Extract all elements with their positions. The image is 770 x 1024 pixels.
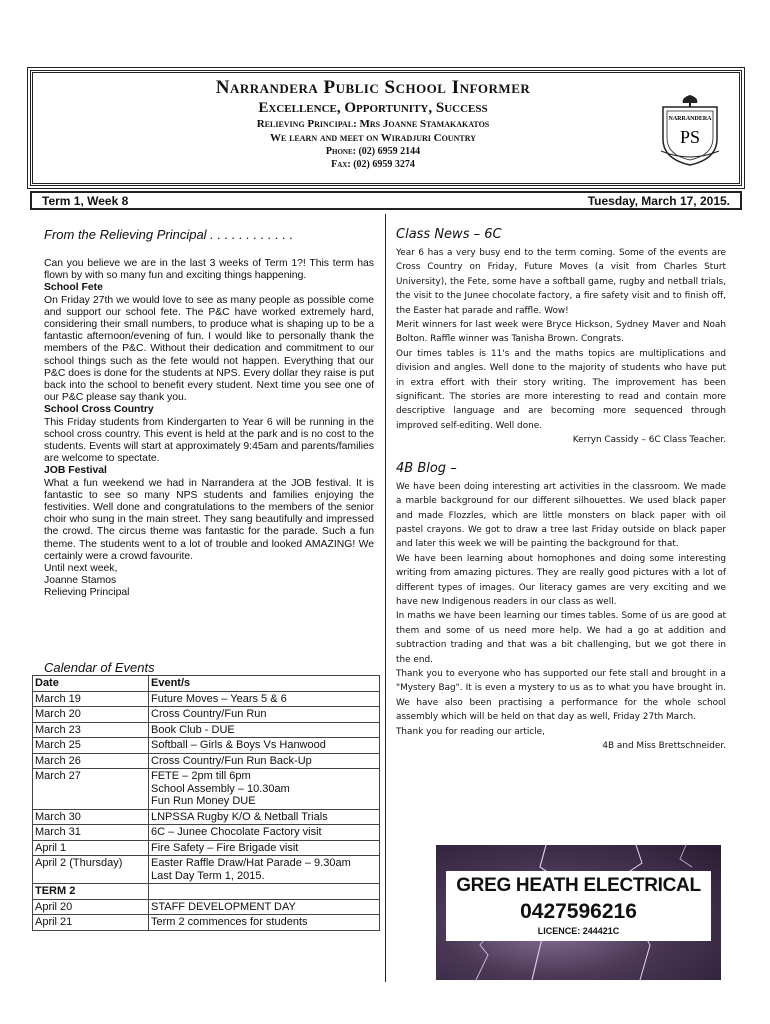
advert-business-name: GREG HEATH ELECTRICAL bbox=[456, 875, 701, 896]
row-event: Book Club - DUE bbox=[149, 722, 380, 738]
cross-country-heading: School Cross Country bbox=[44, 404, 154, 416]
row-date: March 31 bbox=[33, 825, 149, 841]
svg-text:PS: PS bbox=[679, 127, 701, 147]
term-week: Term 1, Week 8 bbox=[42, 193, 129, 208]
term-bar bbox=[30, 191, 742, 210]
table-row bbox=[33, 884, 380, 900]
signoff-name: Joanne Stamos bbox=[44, 575, 117, 587]
country-line: We learn and meet on Wiradjuri Country bbox=[270, 132, 476, 144]
row-date: March 27 bbox=[33, 769, 149, 810]
row-date: March 20 bbox=[33, 707, 149, 723]
row-event: STAFF DEVELOPMENT DAY bbox=[149, 899, 380, 915]
calendar-header-row bbox=[33, 676, 380, 692]
row-date: April 20 bbox=[33, 899, 149, 915]
fax-line: Fax: (02) 6959 3274 bbox=[331, 159, 415, 170]
row-event: Cross Country/Fun Run Back-Up bbox=[149, 753, 380, 769]
table-row bbox=[33, 856, 380, 884]
masthead-text bbox=[33, 77, 713, 171]
advert-phone: 0427596216 bbox=[520, 900, 637, 923]
class-6c-sign: Kerryn Cassidy – 6C Class Teacher. bbox=[572, 435, 726, 446]
row-date: March 30 bbox=[33, 809, 149, 825]
table-row bbox=[33, 840, 380, 856]
crest-label: NARRANDERA bbox=[668, 116, 712, 122]
row-event: Fire Safety – Fire Brigade visit bbox=[149, 840, 380, 856]
class-4b-para-4: Thank you to everyone who has supported our fete stall and brought in a "Mystery Bag". It is even a mystery to us as to what you have brought in. We have also been practising a performance for the whole school assembly which will be held on that day as well, Friday 27th March. bbox=[396, 668, 726, 723]
class-6c-title: Class News – 6C bbox=[396, 227, 502, 242]
principal-section-title: From the Relieving Principal . . . . . . . . . . . . bbox=[44, 227, 294, 242]
principal-section bbox=[44, 226, 374, 600]
row-date: TERM 2 bbox=[33, 884, 149, 900]
row-event: Easter Raffle Draw/Hat Parade – 9.30am Last Day Term 1, 2015. bbox=[149, 856, 380, 884]
row-date: March 25 bbox=[33, 738, 149, 754]
class-4b-sign: 4B and Miss Brettschneider. bbox=[602, 741, 726, 751]
school-motto: Excellence, Opportunity, Success bbox=[258, 100, 488, 116]
job-festival-heading: JOB Festival bbox=[44, 465, 107, 477]
class-4b-para-3: In maths we have been learning our times tables. Some of us are good at them and some of us need more help. We had a go at addition and subtraction trading and that was a bit challenging, but we got there in the end. bbox=[396, 611, 726, 665]
row-event: FETE – 2pm till 6pm School Assembly – 10.30am Fun Run Money DUE bbox=[149, 769, 380, 810]
row-date: March 26 bbox=[33, 753, 149, 769]
phone-line: Phone: (02) 6959 2144 bbox=[325, 146, 421, 157]
table-row bbox=[33, 809, 380, 825]
issue-date: Tuesday, March 17, 2015. bbox=[587, 193, 730, 208]
fete-heading: School Fete bbox=[44, 282, 103, 294]
advert-panel bbox=[446, 871, 711, 941]
class-4b-para-5: Thank you for reading our article, bbox=[396, 726, 545, 737]
row-event: Future Moves – Years 5 & 6 bbox=[149, 691, 380, 707]
row-event: Softball – Girls & Boys Vs Hanwood bbox=[149, 738, 380, 754]
row-date: April 21 bbox=[33, 915, 149, 931]
job-festival-text: What a fun weekend we had in Narrandera at the JOB festival. It is fantastic to see so many NPS students and families enjoying the festivities. Well done and congratulations to the members of the senior choir who sung in the main street. They sang beautifully and impressed the crowd. The circus theme was fantastic for the parade. Such a fun theme. The students went to a lot of trouble and looked AMAZING! We certainly were a crowd favourite. bbox=[44, 477, 374, 562]
table-row bbox=[33, 825, 380, 841]
row-event: Term 2 commences for students bbox=[149, 915, 380, 931]
signoff-line-1: Until next week, bbox=[44, 563, 118, 575]
class-news-column bbox=[396, 226, 726, 753]
row-date: March 23 bbox=[33, 722, 149, 738]
row-event: 6C – Junee Chocolate Factory visit bbox=[149, 825, 380, 841]
class-4b-para-2: We have been learning about homophones and doing some interesting writing from amazing pictures. They are really good pictures with a lot of different types of images. Our literacy games are very exciting and we have new Indigenous readers in our class as well. bbox=[396, 553, 726, 607]
calendar-title: Calendar of Events bbox=[44, 660, 155, 675]
class-6c-para-3: Our times tables is 11's and the maths topics are multiplications and division and angles. Well done to the majority of students who have put in extra effort with their story writing. The improvement has been significant. The stories are more interesting to read and contain more descriptive language and are becoming more sequenced through improved self-editing. Well done. bbox=[396, 348, 726, 431]
calendar-table bbox=[32, 675, 380, 931]
table-row bbox=[33, 722, 380, 738]
table-row bbox=[33, 691, 380, 707]
row-date: March 19 bbox=[33, 691, 149, 707]
newsletter-title: Narrandera Public School Informer bbox=[215, 77, 531, 98]
column-divider bbox=[385, 214, 386, 982]
table-row bbox=[33, 707, 380, 723]
calendar-header-event: Event/s bbox=[149, 676, 380, 692]
table-row bbox=[33, 738, 380, 754]
masthead bbox=[30, 70, 742, 186]
table-row bbox=[33, 769, 380, 810]
calendar-header-date: Date bbox=[33, 676, 149, 692]
fete-text: On Friday 27th we would love to see as many people as possible come and support our school fete. The P&C have worked extremely hard, considering their small numbers, to produce what is shaping up to be a fantastic afternoon/evening of fun. I would like to personally thank the members of the P&C. Without their dedication and commitment to our school things such as the fete would not happen. Everything that our P&C does is done for the students at NPS. Every dollar they raise is put back into the school to benefit every student. Next time you see one of our P&C please say thank you. bbox=[44, 294, 374, 404]
table-row bbox=[33, 753, 380, 769]
class-6c-para-2: Merit winners for last week were Bryce Hickson, Sydney Maver and Noah Bolton. Raffle winner was Tanisha Brown. Congrats. bbox=[396, 320, 726, 345]
row-date: April 2 (Thursday) bbox=[33, 856, 149, 884]
class-4b-title: 4B Blog – bbox=[396, 460, 457, 476]
table-row bbox=[33, 899, 380, 915]
row-event: LNPSSA Rugby K/O & Netball Trials bbox=[149, 809, 380, 825]
signoff-role: Relieving Principal bbox=[44, 587, 130, 599]
school-crest-icon bbox=[659, 93, 721, 167]
row-date: April 1 bbox=[33, 840, 149, 856]
table-row bbox=[33, 915, 380, 931]
advert-licence: LICENCE: 244421C bbox=[537, 926, 620, 936]
row-event: Cross Country/Fun Run bbox=[149, 707, 380, 723]
sponsor-advert bbox=[436, 845, 721, 980]
row-event bbox=[149, 884, 380, 900]
principal-line: Relieving Principal: Mrs Joanne Stamakakatos bbox=[256, 118, 490, 130]
class-6c-para-1: Year 6 has a very busy end to the term coming. Some of the events are Cross Country on Friday, Future Moves (a visit from Charles Sturt University), the Fete, some have a softball game, rugby and netball trials, the visit to the Junee chocolate factory, a fire safety visit and to finish off, the Easter hat parade and raffle. Wow! bbox=[396, 248, 726, 316]
principal-intro: Can you believe we are in the last 3 weeks of Term 1?! This term has flown by with so many fun and exciting things happening. bbox=[44, 258, 374, 282]
class-4b-para-1: We have been doing interesting art activities in the classroom. We made a marble background for our different silhouettes. We used black paper and made Flozzles, which are little monsters on black paper with oil pastel crayons. We got to draw a tree last Friday outside on black paper and later this week we will be painting the background for that. bbox=[396, 481, 726, 550]
cross-country-text: This Friday students from Kindergarten to Year 6 will be running in the school cross country. This event is held at the park and is no cost to the students. Events will start at approximately 9:45am and parents/families are welcome to spectate. bbox=[44, 416, 374, 465]
